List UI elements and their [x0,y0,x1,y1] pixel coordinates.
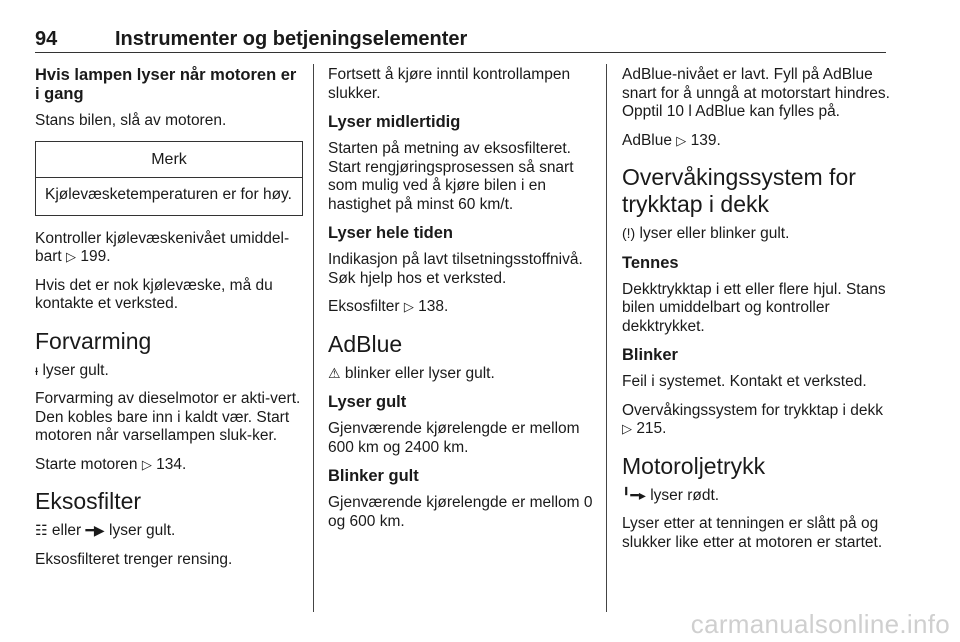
oil-can-icon: ╹━▸ [622,486,646,503]
paragraph: Starten på metning av eksosfilteret. Start rengjøringsprosessen så snart som mulig ved å kjøre bilen i en hastighet på minst 60 km/t. [328,140,574,213]
page-title: Instrumenter og betjeningselementer [115,28,468,50]
column-2 [328,66,594,541]
paragraph: Dekktrykktap i ett eller flere hjul. Stans bilen umiddelbart og kontroller dekktrykket. [622,280,886,335]
text: Overvåkingssystem for trykktap i dekk [622,401,883,419]
tire-pressure-icon: (!) [622,225,636,241]
page-ref-icon[interactable]: ▷ [141,456,152,472]
heading-oil-pressure: Motoroljetrykk [622,452,766,479]
note-body: Kjølevæsketemperaturen er for høy. [45,186,292,203]
text: AdBlue [622,131,672,149]
text: Kontroller kjølevæskenivået umiddel-bart [35,229,290,265]
note-box [35,141,303,216]
note-heading: Merk [36,142,302,179]
paragraph: Lyser etter at tenningen er slått på og slukker like etter at motoren er startet. [622,515,883,551]
text: eller [51,522,82,539]
text: blinker eller lyser gult. [344,364,495,382]
paragraph [622,132,890,151]
column-divider [313,64,314,612]
paragraph: Gjenværende kjørelengde er mellom 0 og 600 km. [328,494,593,530]
heading-tpms: Overvåkingssystem for trykktap i dekk [622,164,856,217]
column-3 [622,66,890,562]
page-header [35,24,886,53]
paragraph: Hvis det er nok kjølevæske, må du kontakte et verksted. [35,276,273,312]
column-divider [606,64,607,612]
exhaust-pipe-icon: ━▶ [85,522,105,538]
paragraph [35,230,303,267]
adblue-icon: ⚠ [328,364,341,381]
paragraph: Gjenværende kjørelengde er mellom 600 km og 2400 km. [328,420,580,456]
paragraph: AdBlue-nivået er lavt. Fyll på AdBlue snart for å unngå at motorstart hindres. Opptil 10 l AdBlue kan fylles på. [622,66,890,120]
page-number: 94 [35,28,58,50]
heading-lamp-running: Hvis lampen lyser når motoren er i gang [35,66,297,103]
paragraph [622,486,890,506]
page-ref[interactable]: 199. [80,248,111,265]
paragraph: Fortsett å kjøre inntil kontrollampen slukker. [328,66,571,102]
heading-eksosfilter: Eksosfilter [35,488,142,514]
heading-forvarming: Forvarming [35,327,152,354]
heading-blinking: Blinker [622,346,678,364]
heading-adblue: AdBlue [328,330,403,357]
watermark: carmanualsonline.info [690,609,950,639]
text: lyser gult. [109,522,176,539]
text: lyser eller blinker gult. [639,225,790,242]
paragraph [328,298,594,317]
column-1 [35,66,303,579]
text: Starte motoren [35,455,138,473]
paragraph: Feil i systemet. Kontakt et verksted. [622,373,867,390]
text: lyser gult. [42,361,109,379]
glow-plug-icon: ᵼ [35,361,39,378]
paragraph: Eksosfilteret trenger rensing. [35,550,233,568]
paragraph [35,521,303,541]
text: lyser rødt. [650,486,720,504]
paragraph: Stans bilen, slå av motoren. [35,112,227,129]
paragraph [35,456,303,475]
heading-yellow: Lyser gult [328,393,407,411]
paragraph [35,361,303,381]
paragraph [328,364,594,384]
heading-temporary: Lyser midlertidig [328,113,461,131]
page-ref-icon[interactable]: ▷ [66,249,77,264]
page-ref[interactable]: 139. [690,131,721,149]
heading-constant: Lyser hele tiden [328,224,454,242]
paragraph [622,402,890,439]
page-ref[interactable]: 215. [636,420,667,437]
heading-on: Tennes [622,253,679,272]
page-ref[interactable]: 138. [418,298,449,315]
page-ref-icon[interactable]: ▷ [622,421,632,436]
page-ref[interactable]: 134. [156,455,187,473]
exhaust-filter-icon: ☷ [35,522,48,538]
paragraph [622,224,890,244]
paragraph: Forvarming av dieselmotor er akti-vert. Den kobles bare inn i kaldt vær. Start motoren når varsellampen sluk-ker. [35,390,301,444]
heading-blinking-yellow: Blinker gult [328,467,419,485]
page-ref-icon[interactable]: ▷ [403,299,414,314]
text: Eksosfilter [328,298,400,315]
page-ref-icon[interactable]: ▷ [676,132,687,148]
paragraph: Indikasjon på lavt tilsetningsstoffnivå. Søk hjelp hos et verksted. [328,251,583,287]
